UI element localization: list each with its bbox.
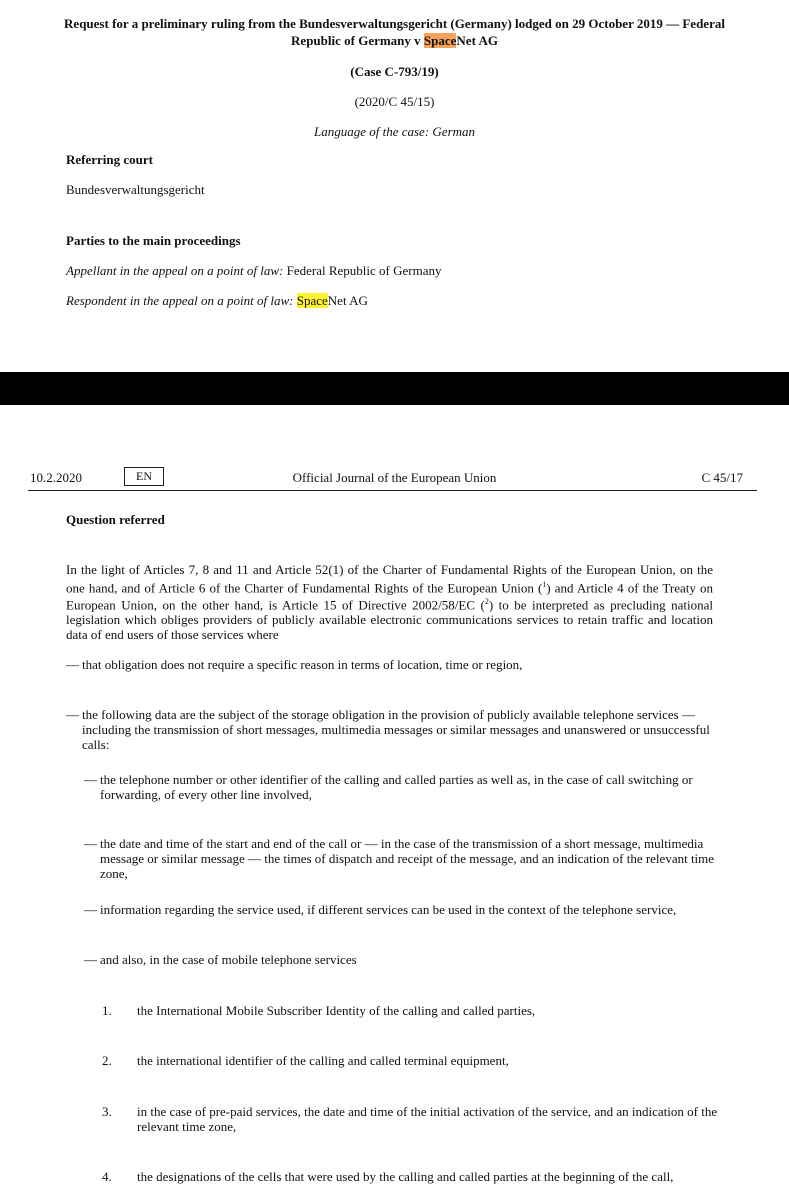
list-item-text: the date and time of the start and end of the call or — in the case of the transmission of a short message, multimedia message or similar message — the times of dispatch and receipt of the message, and an indication of the relevant time zone,: [100, 836, 715, 881]
search-highlight: Space: [296, 293, 328, 308]
list-item-text: that obligation does not require a specific reason in terms of location, time or region,: [82, 657, 523, 672]
list-item: [84, 902, 726, 917]
item-number: 1.: [102, 1003, 112, 1018]
journal-date: 10.2.2020: [30, 470, 82, 485]
list-item-text: and also, in the case of mobile telephone services: [100, 952, 357, 967]
dash-marker: —: [84, 902, 97, 917]
list-item-text: the following data are the subject of the storage obligation in the provision of publicly available telephone services — including the transmission of short messages, multimedia messages or similar messages and unanswered or unsuccessful calls:: [82, 707, 710, 752]
numbered-item: [102, 1104, 722, 1134]
title-line-2: [30, 32, 759, 49]
parties-heading: Parties to the main proceedings: [66, 233, 241, 248]
oj-reference: (2020/C 45/15): [354, 94, 435, 109]
numbered-item: [102, 1003, 722, 1018]
language-code-box: EN: [124, 467, 164, 486]
list-item: [84, 952, 726, 967]
respondent-name-suffix: Net AG: [327, 293, 368, 308]
journal-name: Official Journal of the European Union: [292, 470, 497, 485]
title-line-1: Request for a preliminary ruling from the Bundesverwaltungsgericht (Germany) lodged on 29 October 2019 — Federal: [64, 16, 725, 31]
page-separator-bar: [0, 372, 789, 405]
title-party-text: Republic of Germany v: [291, 33, 424, 48]
footnote-ref-2[interactable]: 2: [484, 597, 489, 607]
list-item: [66, 707, 726, 752]
item-number: 4.: [102, 1169, 112, 1184]
list-item: [84, 836, 726, 881]
footnote-ref-1[interactable]: 1: [542, 579, 547, 589]
appellant-line: [66, 263, 442, 279]
title-party-suffix: Net AG: [456, 33, 498, 48]
item-number: 2.: [102, 1053, 112, 1068]
journal-header: [0, 462, 789, 494]
numbered-item: [102, 1053, 722, 1068]
case-number: (Case C-793/19): [350, 64, 439, 79]
item-text: in the case of pre-paid services, the date and time of the initial activation of the service, and an indication of the relevant time zone,: [137, 1104, 718, 1134]
appellant-name: Federal Republic of Germany: [283, 263, 442, 278]
dash-marker: —: [84, 952, 97, 967]
intro-text-c: ) to be interpreted as precluding national legislation which obliges providers of publicly available electronic communications services to retain traffic and location data of end users of those services where: [66, 597, 714, 642]
list-item: [84, 772, 726, 802]
dash-marker: —: [66, 707, 79, 722]
dash-marker: —: [84, 836, 97, 851]
intro-text-b: ) and Article 4 of the Treaty on European Union, on the other hand, is Article 15 of Directive 2002/58/EC (: [66, 579, 713, 613]
question-intro: [66, 563, 713, 642]
list-item-text: the telephone number or other identifier of the calling and called parties as well as, in the case of call switching or forwarding, of every other line involved,: [100, 772, 693, 802]
dash-marker: —: [66, 657, 79, 672]
intro-text-a: In the light of Articles 7, 8 and 11 and Article 52(1) of the Charter of Fundamental Rights of the European Union, on the one hand, and of Article 6 of the Charter of Fundamental Rights of the European Union (: [66, 562, 713, 595]
item-text: the international identifier of the calling and called terminal equipment,: [137, 1053, 509, 1068]
numbered-item: [102, 1169, 722, 1184]
document-title: [30, 15, 759, 49]
list-item-text: information regarding the service used, if different services can be used in the context of the telephone service,: [100, 902, 677, 917]
respondent-line: [66, 293, 368, 309]
journal-page-ref: C 45/17: [701, 470, 743, 485]
item-number: 3.: [102, 1104, 112, 1119]
referring-court-name: Bundesverwaltungsgericht: [66, 182, 205, 197]
item-text: the International Mobile Subscriber Identity of the calling and called parties,: [137, 1003, 536, 1018]
language-of-case: Language of the case: German: [313, 124, 476, 139]
referring-court-heading: Referring court: [66, 152, 153, 167]
item-text: the designations of the cells that were used by the calling and called parties at the beginning of the call,: [137, 1169, 674, 1184]
journal-header-rule: [28, 490, 757, 491]
search-highlight: Space: [423, 33, 457, 48]
respondent-label: Respondent in the appeal on a point of law:: [66, 293, 294, 308]
dash-marker: —: [84, 772, 97, 787]
list-item: [66, 657, 726, 672]
question-heading: Question referred: [66, 512, 165, 527]
appellant-label: Appellant in the appeal on a point of law:: [66, 263, 284, 278]
